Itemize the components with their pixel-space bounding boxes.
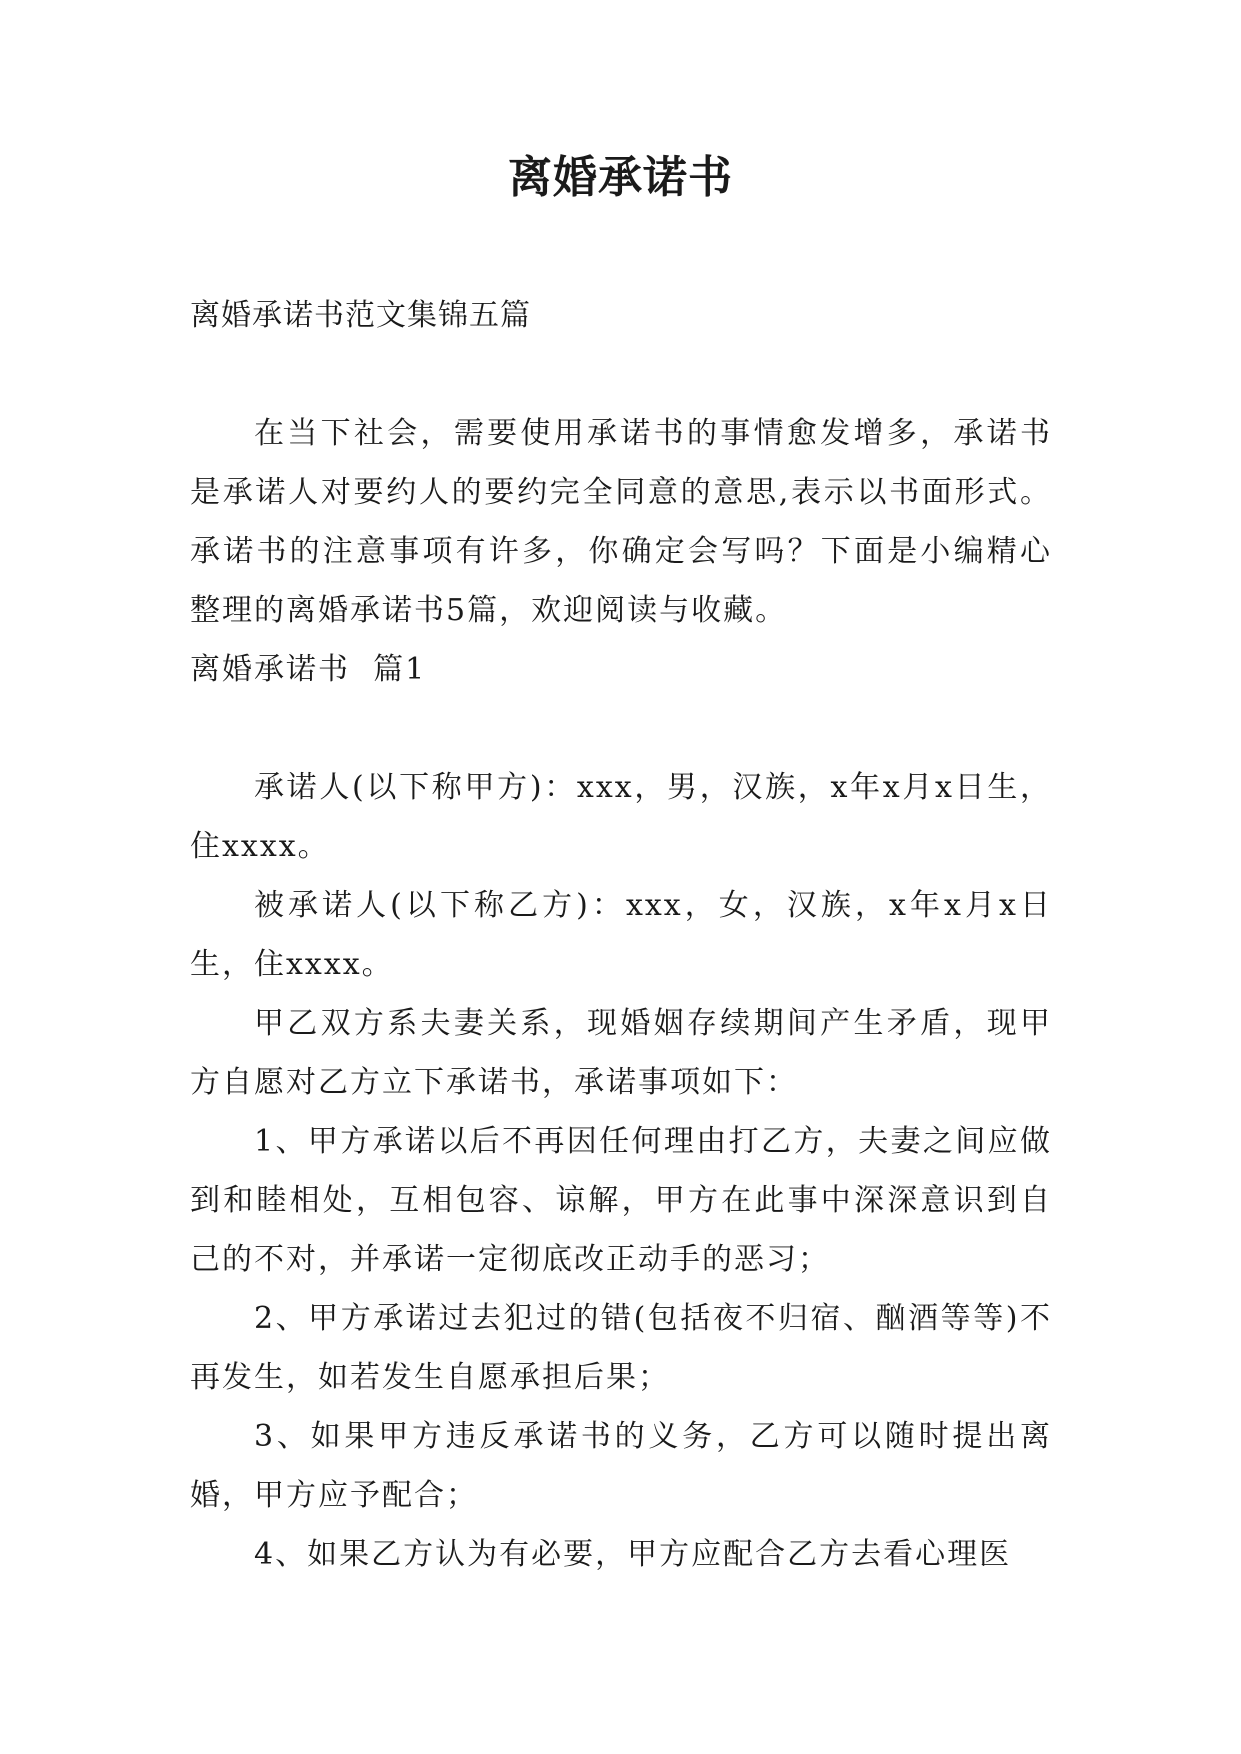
body-paragraph: 甲乙双方系夫妻关系，现婚姻存续期间产生矛盾，现甲方自愿对乙方立下承诺书，承诺事项如下： [190, 1006, 1052, 1100]
body-paragraph: 3、如果甲方违反承诺书的义务，乙方可以随时提出离婚，甲方应予配合； [190, 1419, 1052, 1513]
spacer [190, 699, 1052, 758]
body-paragraph: 承诺人(以下称甲方)：xxx，男，汉族，x年x月x日生，住xxxx。 [190, 770, 1052, 864]
body-paragraph: 2、甲方承诺过去犯过的错(包括夜不归宿、酗酒等等)不再发生，如若发生自愿承担后果； [190, 1301, 1052, 1395]
spacer [190, 345, 1052, 404]
document-subtitle: 离婚承诺书范文集锦五篇 [190, 298, 531, 333]
body-paragraph: 被承诺人(以下称乙方)：xxx，女，汉族，x年x月x日生，住xxxx。 [190, 888, 1052, 982]
body-paragraph: 4、如果乙方认为有必要，甲方应配合乙方去看心理医 [254, 1537, 1012, 1572]
body-paragraph: 1、甲方承诺以后不再因任何理由打乙方，夫妻之间应做到和睦相处，互相包容、谅解，甲方在此事中深深意识到自己的不对，并承诺一定彻底改正动手的恶习； [190, 1124, 1052, 1277]
section-heading: 离婚承诺书 篇1 [190, 652, 427, 687]
document-body [190, 286, 1052, 1584]
intro-paragraph: 在当下社会，需要使用承诺书的事情愈发增多，承诺书是承诺人对要约人的要约完全同意的意思,表示以书面形式。承诺书的注意事项有许多，你确定会写吗？下面是小编精心整理的离婚承诺书5篇，欢迎阅读与收藏。 [190, 416, 1052, 628]
document-title: 离婚承诺书 [508, 152, 733, 203]
